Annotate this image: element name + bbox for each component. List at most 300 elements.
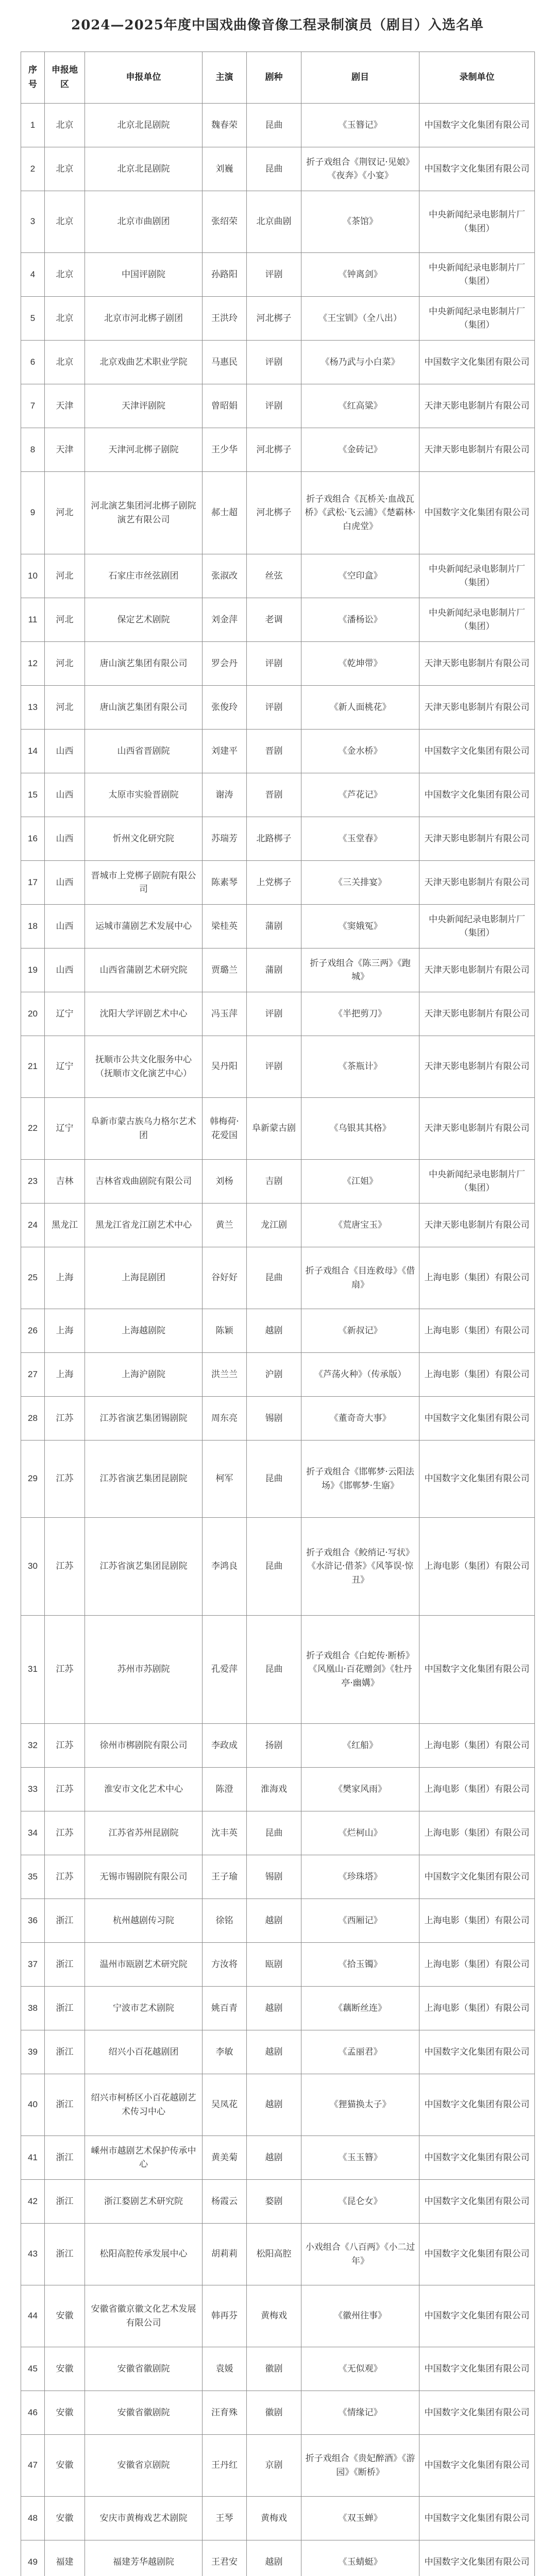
table-row [21, 147, 535, 191]
table-row [21, 2391, 535, 2435]
table-row [21, 384, 535, 428]
header-no: 序号 [21, 52, 45, 104]
row-play: 《金砖记》 [301, 428, 419, 472]
row-genre: 阜新蒙古剧 [247, 1098, 301, 1160]
row-actor: 王丹红 [203, 2435, 247, 2497]
row-play: 《茶瓶计》 [301, 1036, 419, 1098]
table-row [21, 428, 535, 472]
row-unit: 沈阳大学评剧艺术中心 [85, 992, 203, 1036]
row-region: 河北 [45, 598, 85, 642]
row-unit: 安徽省徽剧院 [85, 2391, 203, 2435]
row-region: 江苏 [45, 1855, 85, 1899]
row-actor: 孔爱萍 [203, 1616, 247, 1724]
row-genre: 北路梆子 [247, 817, 301, 861]
row-number: 43 [21, 2224, 45, 2285]
row-actor: 沈丰英 [203, 1811, 247, 1855]
row-recording-unit: 上海电影（集团）有限公司 [419, 1768, 535, 1811]
row-number: 15 [21, 773, 45, 817]
row-play: 《拾玉镯》 [301, 1943, 419, 1987]
row-actor: 梁桂英 [203, 905, 247, 948]
row-number: 35 [21, 1855, 45, 1899]
row-number: 46 [21, 2391, 45, 2435]
row-unit: 天津河北梆子剧院 [85, 428, 203, 472]
row-genre: 昆曲 [247, 1440, 301, 1518]
row-region: 北京 [45, 253, 85, 297]
row-unit: 北京市河北梆子剧团 [85, 297, 203, 341]
row-genre: 锡剧 [247, 1855, 301, 1899]
table-row [21, 104, 535, 147]
row-genre: 老调 [247, 598, 301, 642]
row-region: 福建 [45, 2540, 85, 2576]
row-unit: 吉林省戏曲剧院有限公司 [85, 1160, 203, 1204]
row-region: 山西 [45, 773, 85, 817]
row-actor: 刘金萍 [203, 598, 247, 642]
row-region: 安徽 [45, 2391, 85, 2435]
row-recording-unit: 中国数字文化集团有限公司 [419, 2136, 535, 2180]
table-row [21, 1768, 535, 1811]
row-actor: 曾昭娟 [203, 384, 247, 428]
row-play: 《玉蜻蜓》 [301, 2540, 419, 2576]
row-play: 《孟丽君》 [301, 2030, 419, 2074]
table-row [21, 1353, 535, 1397]
row-genre: 京剧 [247, 2435, 301, 2497]
row-actor: 李敏 [203, 2030, 247, 2074]
row-play: 小戏组合《八百两》《小二过年》 [301, 2224, 419, 2285]
table-row [21, 1309, 535, 1353]
row-recording-unit: 中国数字文化集团有限公司 [419, 472, 535, 554]
row-actor: 吴丹阳 [203, 1036, 247, 1098]
row-recording-unit: 中央新闻纪录电影制片厂（集团） [419, 598, 535, 642]
row-actor: 杨霞云 [203, 2180, 247, 2224]
row-unit: 上海沪剧院 [85, 1353, 203, 1397]
row-actor: 王子瑜 [203, 1855, 247, 1899]
row-recording-unit: 中央新闻纪录电影制片厂（集团） [419, 191, 535, 253]
table-row [21, 730, 535, 773]
row-region: 山西 [45, 730, 85, 773]
table-row [21, 598, 535, 642]
row-unit: 石家庄市丝弦剧团 [85, 554, 203, 598]
row-actor: 冯玉萍 [203, 992, 247, 1036]
row-play: 《樊家风雨》 [301, 1768, 419, 1811]
row-genre: 昆曲 [247, 104, 301, 147]
row-number: 2 [21, 147, 45, 191]
row-genre: 沪剧 [247, 1353, 301, 1397]
row-recording-unit: 中国数字文化集团有限公司 [419, 1440, 535, 1518]
row-number: 13 [21, 686, 45, 730]
row-play: 折子戏组合《荆钗记·见娘》《夜奔》《小宴》 [301, 147, 419, 191]
row-number: 49 [21, 2540, 45, 2576]
row-play: 《窦娥冤》 [301, 905, 419, 948]
row-play: 《董奇奇大事》 [301, 1397, 419, 1440]
row-actor: 袁媛 [203, 2347, 247, 2391]
row-actor: 王君安 [203, 2540, 247, 2576]
row-unit: 无锡市锡剧院有限公司 [85, 1855, 203, 1899]
page-title: 2024—2025年度中国戏曲像音像工程录制演员（剧目）入选名单 [71, 18, 484, 33]
row-genre: 蒲剧 [247, 905, 301, 948]
row-recording-unit: 中国数字文化集团有限公司 [419, 2497, 535, 2540]
row-actor: 魏春荣 [203, 104, 247, 147]
row-unit: 绍兴市柯桥区小百花越剧艺术传习中心 [85, 2074, 203, 2136]
row-number: 24 [21, 1204, 45, 1247]
row-region: 山西 [45, 817, 85, 861]
row-play: 折子戏组合《贵妃醉酒》《游园》《断桥》 [301, 2435, 419, 2497]
row-actor: 洪兰兰 [203, 1353, 247, 1397]
row-unit: 忻州文化研究院 [85, 817, 203, 861]
row-recording-unit: 上海电影（集团）有限公司 [419, 1309, 535, 1353]
row-play: 《双玉蝉》 [301, 2497, 419, 2540]
row-region: 浙江 [45, 2074, 85, 2136]
row-play: 《半把剪刀》 [301, 992, 419, 1036]
row-unit: 安庆市黄梅戏艺术剧院 [85, 2497, 203, 2540]
row-recording-unit: 中央新闻纪录电影制片厂（集团） [419, 1160, 535, 1204]
header-actor: 主演 [203, 52, 247, 104]
table-row [21, 1518, 535, 1616]
row-genre: 越剧 [247, 1987, 301, 2030]
row-number: 21 [21, 1036, 45, 1098]
row-number: 6 [21, 341, 45, 384]
row-play: 《昆仑女》 [301, 2180, 419, 2224]
row-unit: 阜新市蒙古族乌力格尔艺术团 [85, 1098, 203, 1160]
row-actor: 周东亮 [203, 1397, 247, 1440]
row-number: 37 [21, 1943, 45, 1987]
row-number: 44 [21, 2285, 45, 2347]
row-region: 浙江 [45, 1987, 85, 2030]
row-region: 上海 [45, 1309, 85, 1353]
row-unit: 杭州越剧传习院 [85, 1899, 203, 1943]
row-recording-unit: 中国数字文化集团有限公司 [419, 2285, 535, 2347]
row-genre: 昆曲 [247, 1247, 301, 1309]
table-row [21, 2540, 535, 2576]
table-row [21, 2347, 535, 2391]
row-play: 折子戏组合《白蛇传·断桥》《风凰山·百花赠剑》《牡丹亭·幽媾》 [301, 1616, 419, 1724]
row-unit: 抚顺市公共文化服务中心（抚顺市文化演艺中心） [85, 1036, 203, 1098]
row-recording-unit: 上海电影（集团）有限公司 [419, 1899, 535, 1943]
row-unit: 唐山演艺集团有限公司 [85, 642, 203, 686]
row-region: 河北 [45, 686, 85, 730]
row-recording-unit: 中央新闻纪录电影制片厂（集团） [419, 554, 535, 598]
table-row [21, 2224, 535, 2285]
row-unit: 安徽省徽剧院 [85, 2347, 203, 2391]
row-unit: 浙江婺剧艺术研究院 [85, 2180, 203, 2224]
row-recording-unit: 上海电影（集团）有限公司 [419, 1943, 535, 1987]
row-number: 17 [21, 861, 45, 905]
row-region: 辽宁 [45, 1036, 85, 1098]
row-number: 3 [21, 191, 45, 253]
row-number: 26 [21, 1309, 45, 1353]
row-recording-unit: 中央新闻纪录电影制片厂（集团） [419, 253, 535, 297]
row-unit: 江苏省演艺集团昆剧院 [85, 1440, 203, 1518]
row-play: 《藕断丝连》 [301, 1987, 419, 2030]
row-region: 浙江 [45, 1943, 85, 1987]
row-actor: 张绍荣 [203, 191, 247, 253]
row-recording-unit: 天津天影电影制片有限公司 [419, 817, 535, 861]
table-row [21, 2285, 535, 2347]
row-number: 7 [21, 384, 45, 428]
table-row [21, 992, 535, 1036]
row-genre: 越剧 [247, 2074, 301, 2136]
row-unit: 山西省蒲剧艺术研究院 [85, 948, 203, 992]
row-number: 45 [21, 2347, 45, 2391]
row-recording-unit: 上海电影（集团）有限公司 [419, 1518, 535, 1616]
row-actor: 陈澄 [203, 1768, 247, 1811]
row-recording-unit: 中国数字文化集团有限公司 [419, 730, 535, 773]
row-number: 12 [21, 642, 45, 686]
row-unit: 中国评剧院 [85, 253, 203, 297]
row-region: 山西 [45, 861, 85, 905]
row-region: 北京 [45, 341, 85, 384]
row-genre: 河北梆子 [247, 297, 301, 341]
row-play: 《玉簪记》 [301, 104, 419, 147]
row-genre: 越剧 [247, 2540, 301, 2576]
row-recording-unit: 天津天影电影制片有限公司 [419, 1204, 535, 1247]
row-unit: 上海昆剧团 [85, 1247, 203, 1309]
row-number: 42 [21, 2180, 45, 2224]
row-recording-unit: 中国数字文化集团有限公司 [419, 2540, 535, 2576]
row-play: 《芦荡火种》（传承版） [301, 1353, 419, 1397]
row-number: 8 [21, 428, 45, 472]
row-region: 吉林 [45, 1160, 85, 1204]
row-number: 9 [21, 472, 45, 554]
table-row [21, 1036, 535, 1098]
row-genre: 徽剧 [247, 2347, 301, 2391]
row-unit: 保定艺术剧院 [85, 598, 203, 642]
table-row [21, 554, 535, 598]
table-row [21, 1855, 535, 1899]
row-play: 《潘杨讼》 [301, 598, 419, 642]
row-unit: 上海越剧院 [85, 1309, 203, 1353]
row-actor: 黄兰 [203, 1204, 247, 1247]
row-play: 《杨乃武与小白菜》 [301, 341, 419, 384]
row-genre: 越剧 [247, 1309, 301, 1353]
row-genre: 越剧 [247, 1899, 301, 1943]
row-recording-unit: 中国数字文化集团有限公司 [419, 341, 535, 384]
table-row [21, 1987, 535, 2030]
row-actor: 刘杨 [203, 1160, 247, 1204]
row-region: 黑龙江 [45, 1204, 85, 1247]
row-genre: 河北梆子 [247, 428, 301, 472]
table-row [21, 1616, 535, 1724]
row-recording-unit: 中国数字文化集团有限公司 [419, 147, 535, 191]
row-number: 18 [21, 905, 45, 948]
row-region: 上海 [45, 1353, 85, 1397]
table-row [21, 1724, 535, 1768]
table-row [21, 1440, 535, 1518]
row-play: 《无似观》 [301, 2347, 419, 2391]
row-unit: 天津评剧院 [85, 384, 203, 428]
table-row [21, 2074, 535, 2136]
row-region: 江苏 [45, 1440, 85, 1518]
row-region: 上海 [45, 1247, 85, 1309]
row-unit: 北京北昆剧院 [85, 104, 203, 147]
row-play: 《新叔记》 [301, 1309, 419, 1353]
table-header-row [21, 52, 535, 104]
row-play: 《狸猫换太子》 [301, 2074, 419, 2136]
row-region: 天津 [45, 384, 85, 428]
row-play: 折子戏组合《邯郸梦·云阳法场》《邯郸梦·生寤》 [301, 1440, 419, 1518]
row-recording-unit: 天津天影电影制片有限公司 [419, 384, 535, 428]
table-row [21, 341, 535, 384]
row-genre: 晋剧 [247, 730, 301, 773]
row-actor: 王洪玲 [203, 297, 247, 341]
table-row [21, 861, 535, 905]
row-unit: 安徽省徽京徽文化艺术发展有限公司 [85, 2285, 203, 2347]
row-unit: 北京戏曲艺术职业学院 [85, 341, 203, 384]
row-region: 北京 [45, 104, 85, 147]
row-number: 4 [21, 253, 45, 297]
row-recording-unit: 上海电影（集团）有限公司 [419, 1987, 535, 2030]
table-row [21, 948, 535, 992]
row-genre: 黄梅戏 [247, 2497, 301, 2540]
row-recording-unit: 中国数字文化集团有限公司 [419, 1397, 535, 1440]
row-number: 31 [21, 1616, 45, 1724]
row-number: 20 [21, 992, 45, 1036]
row-unit: 晋城市上党梆子剧院有限公司 [85, 861, 203, 905]
row-unit: 宁波市艺术剧院 [85, 1987, 203, 2030]
row-number: 25 [21, 1247, 45, 1309]
row-number: 34 [21, 1811, 45, 1855]
table-row [21, 686, 535, 730]
row-actor: 李鸿良 [203, 1518, 247, 1616]
row-number: 40 [21, 2074, 45, 2136]
row-genre: 昆曲 [247, 1811, 301, 1855]
table-row [21, 2497, 535, 2540]
row-region: 安徽 [45, 2435, 85, 2497]
row-unit: 松阳高腔传承发展中心 [85, 2224, 203, 2285]
row-play: 《情缘记》 [301, 2391, 419, 2435]
row-recording-unit: 中国数字文化集团有限公司 [419, 2224, 535, 2285]
row-region: 江苏 [45, 1397, 85, 1440]
row-recording-unit: 中央新闻纪录电影制片厂（集团） [419, 905, 535, 948]
row-actor: 汪育殊 [203, 2391, 247, 2435]
table-row [21, 1899, 535, 1943]
row-genre: 婺剧 [247, 2180, 301, 2224]
table-row [21, 1811, 535, 1855]
row-actor: 陈素琴 [203, 861, 247, 905]
row-unit: 安徽省京剧院 [85, 2435, 203, 2497]
row-number: 23 [21, 1160, 45, 1204]
row-genre: 越剧 [247, 2030, 301, 2074]
row-recording-unit: 中央新闻纪录电影制片厂（集团） [419, 297, 535, 341]
row-genre: 瓯剧 [247, 1943, 301, 1987]
row-actor: 张俊玲 [203, 686, 247, 730]
row-number: 1 [21, 104, 45, 147]
row-region: 山西 [45, 905, 85, 948]
row-number: 19 [21, 948, 45, 992]
row-genre: 昆曲 [247, 1518, 301, 1616]
row-play: 《西厢记》 [301, 1899, 419, 1943]
row-unit: 黑龙江省龙江剧艺术中心 [85, 1204, 203, 1247]
table-row [21, 2136, 535, 2180]
row-genre: 黄梅戏 [247, 2285, 301, 2347]
row-actor: 贾璐兰 [203, 948, 247, 992]
row-recording-unit: 中国数字文化集团有限公司 [419, 773, 535, 817]
row-genre: 评剧 [247, 686, 301, 730]
row-unit: 运城市蒲剧艺术发展中心 [85, 905, 203, 948]
row-genre: 评剧 [247, 384, 301, 428]
row-region: 浙江 [45, 2030, 85, 2074]
table-row [21, 1204, 535, 1247]
row-genre: 徽剧 [247, 2391, 301, 2435]
header-region: 申报地区 [45, 52, 85, 104]
row-region: 安徽 [45, 2497, 85, 2540]
row-number: 47 [21, 2435, 45, 2497]
table-row [21, 905, 535, 948]
row-actor: 吴凤花 [203, 2074, 247, 2136]
row-number: 33 [21, 1768, 45, 1811]
row-actor: 胡莉莉 [203, 2224, 247, 2285]
row-region: 山西 [45, 948, 85, 992]
row-actor: 韩梅荷·花爱国 [203, 1098, 247, 1160]
row-genre: 评剧 [247, 642, 301, 686]
row-region: 天津 [45, 428, 85, 472]
row-number: 10 [21, 554, 45, 598]
row-region: 河北 [45, 554, 85, 598]
row-actor: 刘建平 [203, 730, 247, 773]
row-actor: 韩再芬 [203, 2285, 247, 2347]
row-unit: 苏州市苏剧院 [85, 1616, 203, 1724]
row-number: 29 [21, 1440, 45, 1518]
row-actor: 罗会丹 [203, 642, 247, 686]
row-genre: 蒲剧 [247, 948, 301, 992]
row-play: 《玉堂春》 [301, 817, 419, 861]
row-recording-unit: 中国数字文化集团有限公司 [419, 1616, 535, 1724]
row-actor: 姚百青 [203, 1987, 247, 2030]
row-genre: 锡剧 [247, 1397, 301, 1440]
row-recording-unit: 天津天影电影制片有限公司 [419, 992, 535, 1036]
row-unit: 太原市实验晋剧院 [85, 773, 203, 817]
row-actor: 王少华 [203, 428, 247, 472]
row-genre: 扬剧 [247, 1724, 301, 1768]
row-recording-unit: 中国数字文化集团有限公司 [419, 2074, 535, 2136]
header-recording-unit: 录制单位 [419, 52, 535, 104]
row-region: 辽宁 [45, 1098, 85, 1160]
row-number: 11 [21, 598, 45, 642]
row-actor: 王琴 [203, 2497, 247, 2540]
table-row [21, 1160, 535, 1204]
row-region: 江苏 [45, 1811, 85, 1855]
row-number: 5 [21, 297, 45, 341]
row-recording-unit: 中国数字文化集团有限公司 [419, 2030, 535, 2074]
row-recording-unit: 中国数字文化集团有限公司 [419, 2435, 535, 2497]
row-play: 《红船》 [301, 1724, 419, 1768]
row-region: 浙江 [45, 2180, 85, 2224]
row-number: 27 [21, 1353, 45, 1397]
row-actor: 谢涛 [203, 773, 247, 817]
row-recording-unit: 中国数字文化集团有限公司 [419, 2180, 535, 2224]
row-actor: 徐铭 [203, 1899, 247, 1943]
selection-table [21, 52, 535, 2576]
row-number: 36 [21, 1899, 45, 1943]
row-recording-unit: 天津天影电影制片有限公司 [419, 642, 535, 686]
row-actor: 李政成 [203, 1724, 247, 1768]
row-genre: 评剧 [247, 1036, 301, 1098]
row-genre: 松阳高腔 [247, 2224, 301, 2285]
row-unit: 江苏省苏州昆剧院 [85, 1811, 203, 1855]
row-unit: 徐州市梆剧院有限公司 [85, 1724, 203, 1768]
table-row [21, 253, 535, 297]
row-actor: 柯军 [203, 1440, 247, 1518]
row-play: 《红高粱》 [301, 384, 419, 428]
row-recording-unit: 中国数字文化集团有限公司 [419, 104, 535, 147]
row-actor: 张淑改 [203, 554, 247, 598]
row-genre: 龙江剧 [247, 1204, 301, 1247]
row-play: 《烂柯山》 [301, 1811, 419, 1855]
row-region: 江苏 [45, 1518, 85, 1616]
row-genre: 吉剧 [247, 1160, 301, 1204]
table-row [21, 1098, 535, 1160]
row-region: 河北 [45, 472, 85, 554]
row-genre: 评剧 [247, 341, 301, 384]
